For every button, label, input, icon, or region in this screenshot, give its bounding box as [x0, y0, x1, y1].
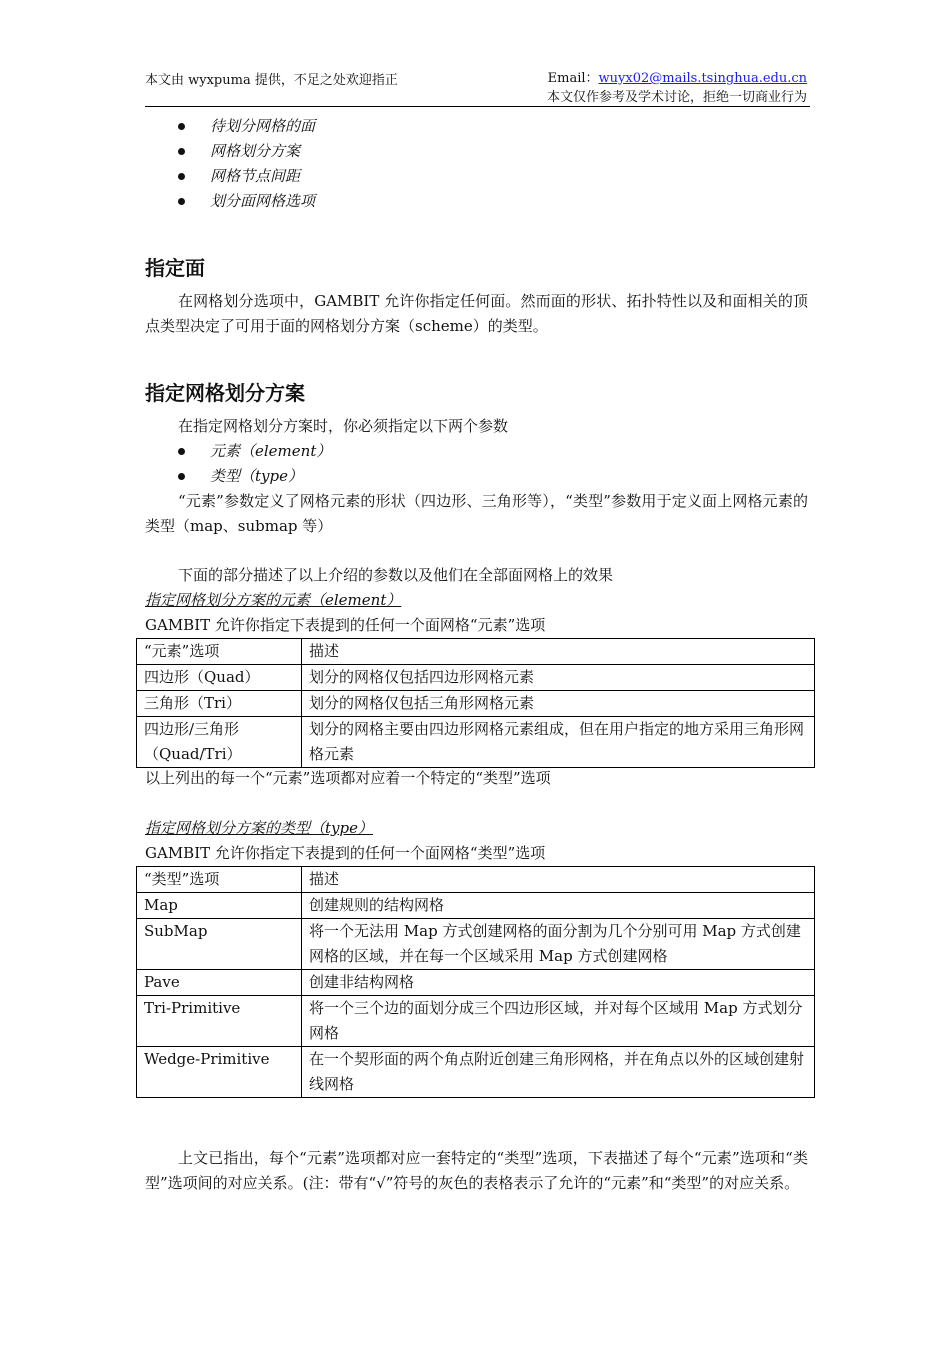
table-cell: SubMap [137, 919, 302, 970]
section-title-mesh-scheme: 指定网格划分方案 [145, 381, 305, 405]
table-row [137, 919, 815, 970]
table-cell: 创建规则的结构网格 [302, 893, 815, 919]
table-row [137, 996, 815, 1047]
table-cell: 将一个三个边的面划分成三个四边形区域，并对每个区域用 Map 方式划分网格 [302, 996, 815, 1047]
email-label: Email： [547, 71, 599, 86]
type-intro: GAMBIT 允许你指定下表提到的任何一个面网格“类型”选项 [145, 844, 546, 862]
table-cell: 将一个无法用 Map 方式创建网格的面分割为几个分别可用 Map 方式创建网格的区域，并在每一个区域采用 Map 方式创建网格 [302, 919, 815, 970]
section2-below: 下面的部分描述了以上介绍的参数以及他们在全部面网格上的效果 [178, 566, 614, 584]
closing-paragraph: 上文已指出，每个“元素”选项都对应一套特定的“类型”选项，下表描述了每个“元素”选项和“类型”选项间的对应关系。(注：带有“√”符号的灰色的表格表示了允许的“元素”和“类型”的对应关系。 [145, 1149, 808, 1192]
table-header-cell: 描述 [302, 639, 815, 665]
table-cell: 四边形（Quad） [137, 665, 302, 691]
list-item: 类型（type） [175, 464, 331, 489]
param-list [175, 439, 331, 489]
bullet-icon [178, 123, 185, 130]
table-header-cell: “类型”选项 [137, 867, 302, 893]
table-cell: 划分的网格主要由四边形网格元素组成，但在用户指定的地方采用三角形网格元素 [302, 717, 815, 768]
table-cell: Tri-Primitive [137, 996, 302, 1047]
bullet-icon [178, 148, 185, 155]
table-cell: 划分的网格仅包括三角形网格元素 [302, 691, 815, 717]
element-note: 以上列出的每一个“元素”选项都对应着一个特定的“类型”选项 [145, 769, 551, 787]
table-row [137, 970, 815, 996]
table-cell: Map [137, 893, 302, 919]
table-cell: Wedge-Primitive [137, 1047, 302, 1098]
type-table [136, 866, 815, 1098]
header-notice: 本文仅作参考及学术讨论，拒绝一切商业行为 [546, 90, 807, 105]
section2-intro: 在指定网格划分方案时，你必须指定以下两个参数 [178, 417, 509, 435]
section1-paragraph: 在网格划分选项中，GAMBIT 允许你指定任何面。然而面的形状、拓扑特性以及和面相关的顶点类型决定了可用于面的网格划分方案（scheme）的类型。 [145, 292, 808, 335]
top-bullet-list [175, 114, 315, 214]
bullet-icon [178, 198, 185, 205]
header-divider [145, 106, 810, 107]
table-cell: 在一个契形面的两个角点附近创建三角形网格，并在角点以外的区域创建射线网格 [302, 1047, 815, 1098]
table-cell: Pave [137, 970, 302, 996]
list-item: 网格划分方案 [175, 139, 315, 164]
table-cell: 划分的网格仅包括四边形网格元素 [302, 665, 815, 691]
table-row [137, 665, 815, 691]
table-row [137, 1047, 815, 1098]
table-row [137, 717, 815, 768]
table-header-row [137, 639, 815, 665]
list-item: 待划分网格的面 [175, 114, 315, 139]
bullet-icon [178, 173, 185, 180]
section2-explain: “元素”参数定义了网格元素的形状（四边形、三角形等），“类型”参数用于定义面上网格元素的类型（map、submap 等） [145, 492, 808, 535]
table-cell: 创建非结构网格 [302, 970, 815, 996]
table-row [137, 893, 815, 919]
bullet-icon [178, 473, 185, 480]
bullet-icon [178, 448, 185, 455]
list-item: 划分面网格选项 [175, 189, 315, 214]
table-header-cell: “元素”选项 [137, 639, 302, 665]
header-left-text: 本文由 wyxpuma 提供，不足之处欢迎指正 [145, 73, 398, 88]
list-item: 网格节点间距 [175, 164, 315, 189]
element-subheading: 指定网格划分方案的元素（element） [145, 591, 402, 609]
section-title-specify-face: 指定面 [145, 256, 205, 280]
type-subheading: 指定网格划分方案的类型（type） [145, 819, 373, 837]
element-table [136, 638, 815, 768]
table-cell: 三角形（Tri） [137, 691, 302, 717]
list-item: 元素（element） [175, 439, 331, 464]
table-row [137, 691, 815, 717]
table-header-cell: 描述 [302, 867, 815, 893]
table-cell: 四边形/三角形（Quad/Tri） [137, 717, 302, 768]
table-header-row [137, 867, 815, 893]
header-right [547, 69, 807, 107]
email-link[interactable]: wuyx02@mails.tsinghua.edu.cn [598, 71, 807, 86]
element-intro: GAMBIT 允许你指定下表提到的任何一个面网格“元素”选项 [145, 616, 546, 634]
